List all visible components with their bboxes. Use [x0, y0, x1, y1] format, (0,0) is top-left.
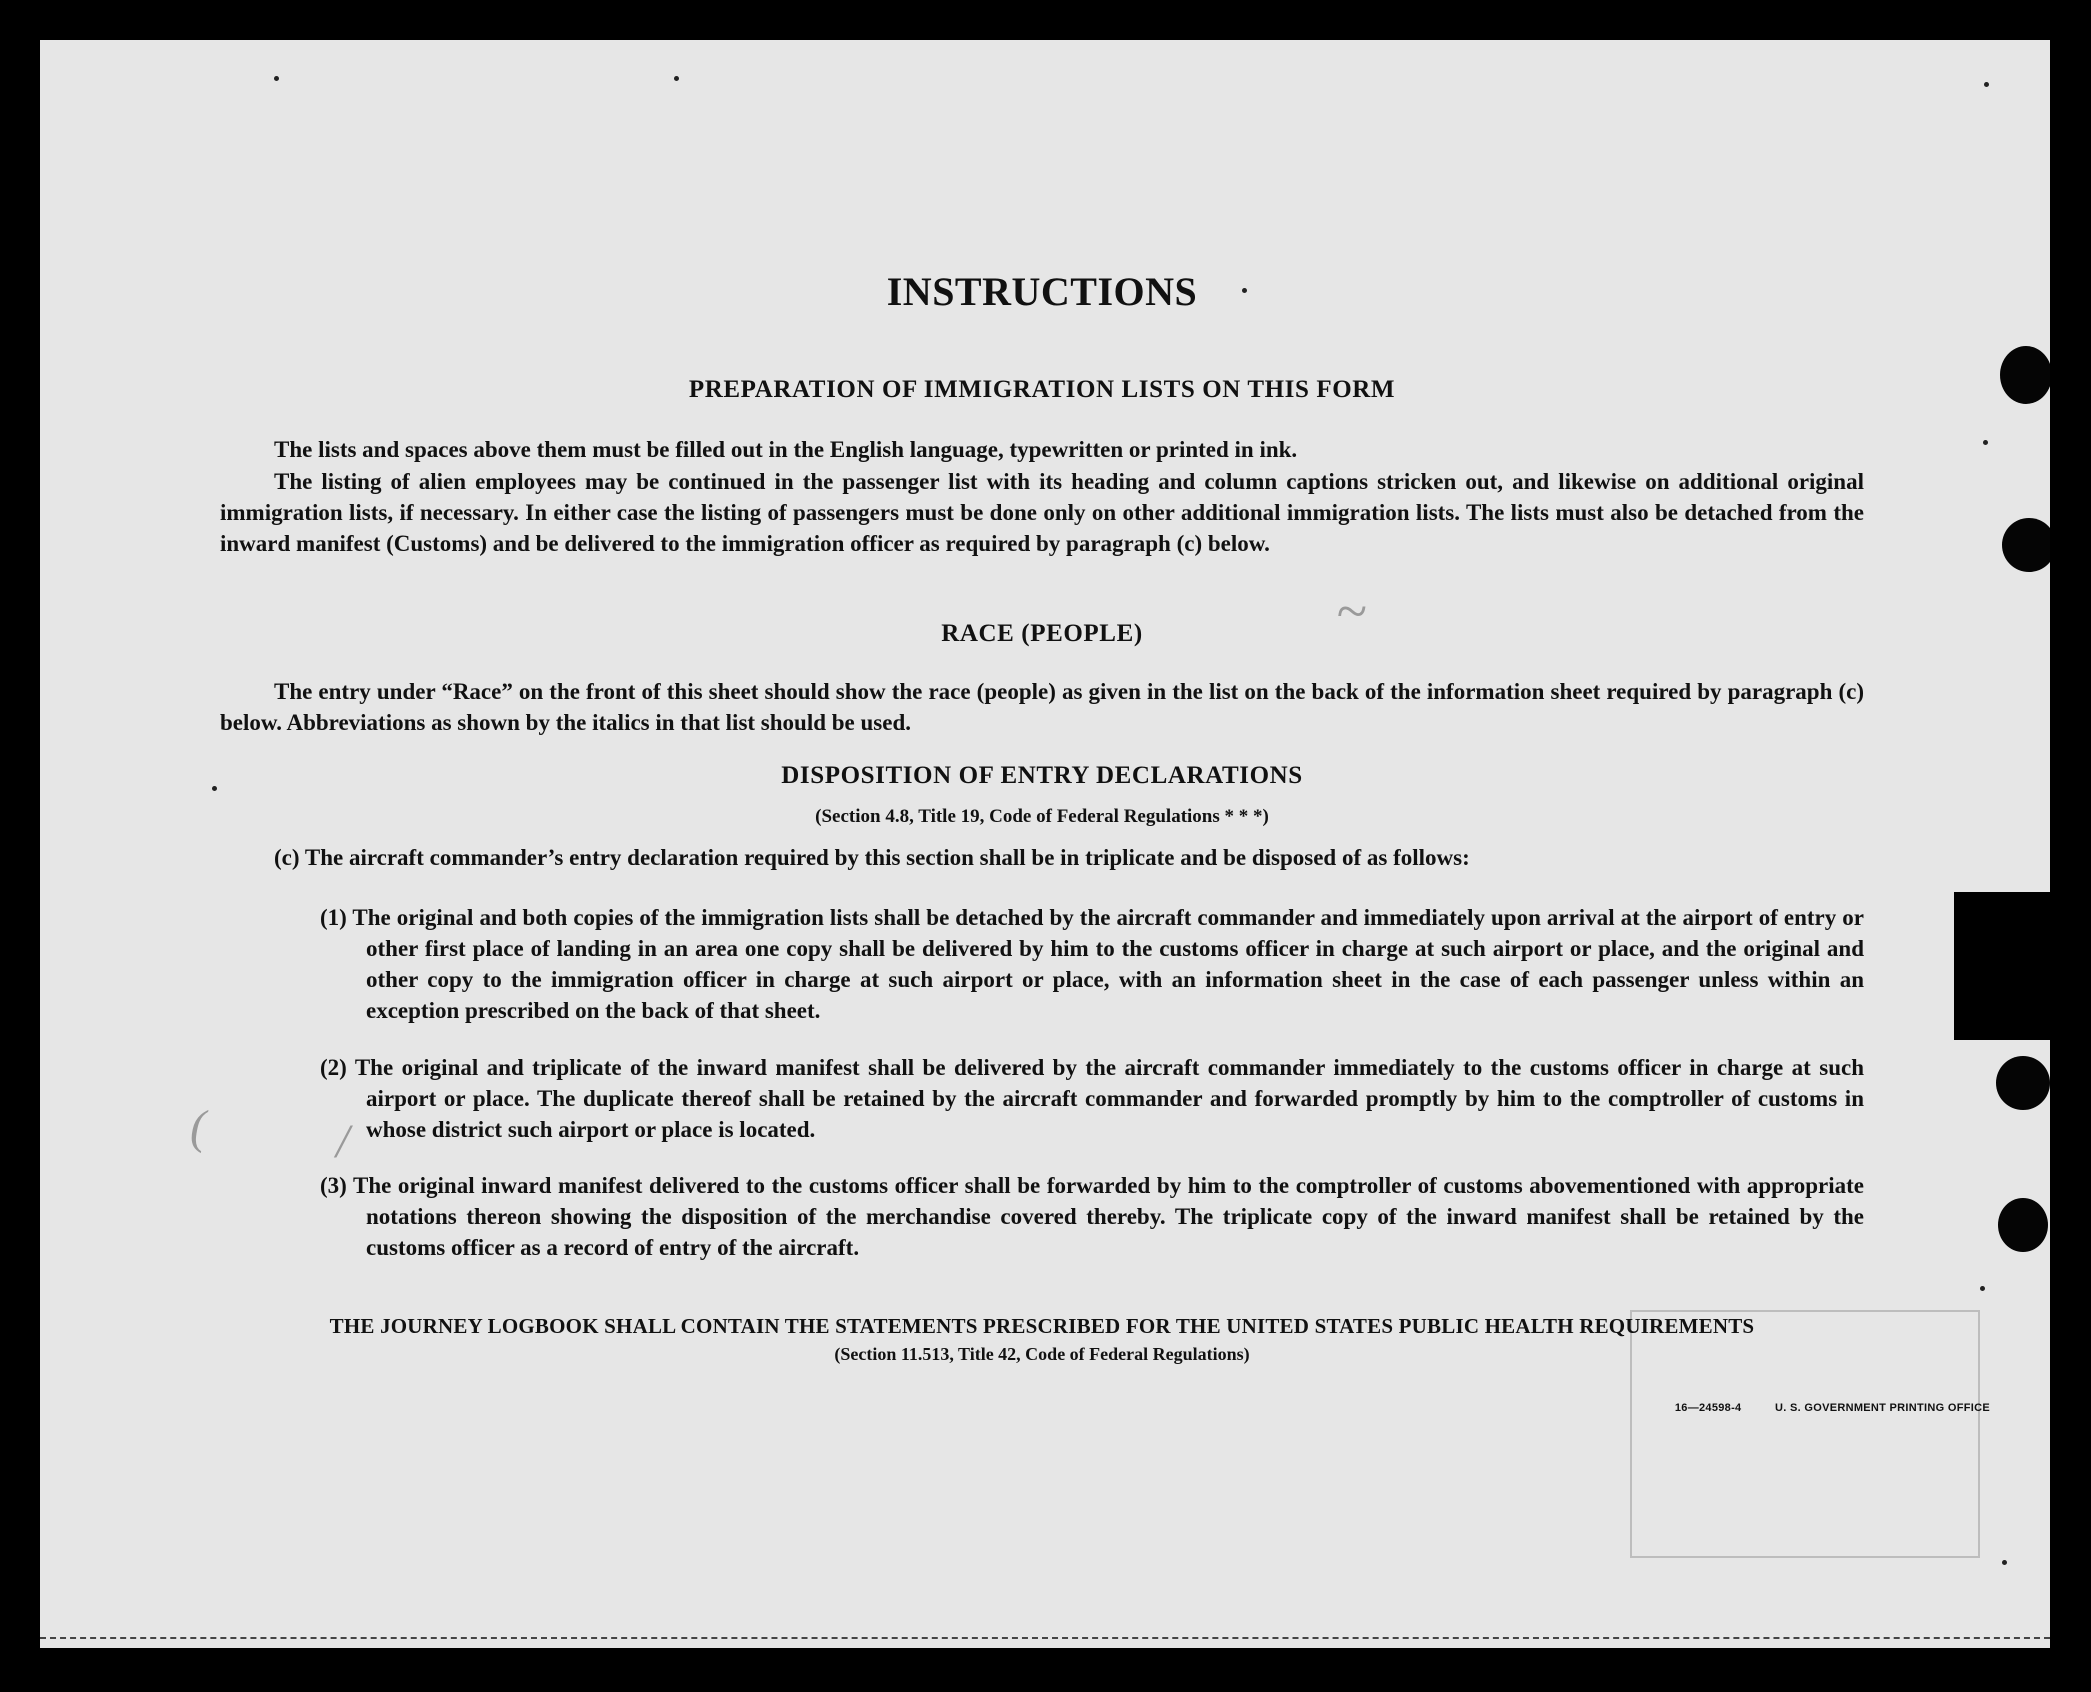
speck	[274, 76, 279, 81]
speck	[674, 76, 679, 81]
punch-hole	[2000, 346, 2050, 404]
printing-imprint	[1675, 1402, 1990, 1414]
speck	[212, 786, 217, 791]
preparation-paragraph-2: The listing of alien employees may be continued in the passenger list with its heading and column captions stricken out, and likewise on additional original immigration lists, if necessary. In either case the listing of passengers must be done only on other additional immigration lists. The lists must also be detached from the inward manifest (Customs) and be delivered to the immigration officer as required by paragraph (c) below.	[220, 469, 1864, 556]
handwritten-mark: (	[190, 1101, 206, 1154]
race-paragraph: The entry under “Race” on the front of this sheet should show the race (people) as given in the list on the back of the information sheet required by paragraph (c) below. Abbreviations as shown by the italics in that list should be used.	[220, 679, 1864, 735]
disposition-item-1: (1) The original and both copies of the immigration lists shall be detached by the aircraft commander and immediately upon arrival at the airport of entry or other first place of landing in an area one copy shall be delivered by him to the customs officer in charge at such airport or place, and the original and other copy to the immigration officer in charge at such airport or place, with an information sheet in the case of each passenger unless within an exception prescribed on the back of that sheet.	[320, 905, 1864, 1023]
disposition-intro: (c) The aircraft commander’s entry declaration required by this section shall be in triplicate and be disposed of as follows:	[274, 845, 1470, 870]
preparation-paragraph-1: The lists and spaces above them must be filled out in the English language, typewritten or printed in ink.	[274, 437, 1298, 462]
preparation-heading: PREPARATION OF IMMIGRATION LISTS ON THIS FORM	[688, 376, 1396, 403]
speck	[1984, 82, 1989, 87]
footer-statement: THE JOURNEY LOGBOOK SHALL CONTAIN THE STATEMENTS PRESCRIBED FOR THE UNITED STATES PUBLIC HEALTH REQUIREMENTS	[329, 1314, 1755, 1338]
punch-hole	[1998, 1198, 2048, 1252]
handwritten-mark: ~	[1336, 581, 1367, 643]
disposition-heading: DISPOSITION OF ENTRY DECLARATIONS	[781, 762, 1303, 789]
handwritten-mark: /	[336, 1115, 350, 1168]
page-title: INSTRUCTIONS	[886, 269, 1198, 314]
punch-hole	[1996, 1056, 2050, 1110]
disposition-item-2: (2) The original and triplicate of the inward manifest shall be delivered by the aircraft commander immediately to the customs officer in charge at such airport or place. The duplicate thereof shall be retained by the aircraft commander and forwarded promptly by him to the comptroller of customs in whose district such airport or place is located.	[320, 1055, 1864, 1142]
edge-tab	[1954, 892, 2050, 1040]
document-sheet	[40, 40, 2050, 1648]
race-heading: RACE (PEOPLE)	[941, 620, 1143, 647]
speck	[1980, 1286, 1985, 1291]
speck	[2002, 1560, 2007, 1565]
footer-citation: (Section 11.513, Title 42, Code of Federal Regulations)	[834, 1344, 1250, 1364]
disposition-subheading: (Section 4.8, Title 19, Code of Federal Regulations * * *)	[815, 806, 1269, 827]
bottom-edge	[40, 1637, 2050, 1642]
disposition-item-3: (3) The original inward manifest delivered to the customs officer shall be forwarded by him to the comptroller of customs abovementioned with appropriate notations thereon showing the disposition of the merchandise covered thereby. The triplicate copy of the inward manifest shall be retained by the customs officer as a record of entry of the aircraft.	[320, 1173, 1864, 1260]
speck	[1983, 440, 1988, 445]
imprint-office: U. S. GOVERNMENT PRINTING OFFICE	[1775, 1402, 1990, 1414]
imprint-number: 16—24598-4	[1674, 1402, 1742, 1414]
punch-hole	[2002, 518, 2050, 572]
bleed-through-header	[440, 140, 446, 167]
